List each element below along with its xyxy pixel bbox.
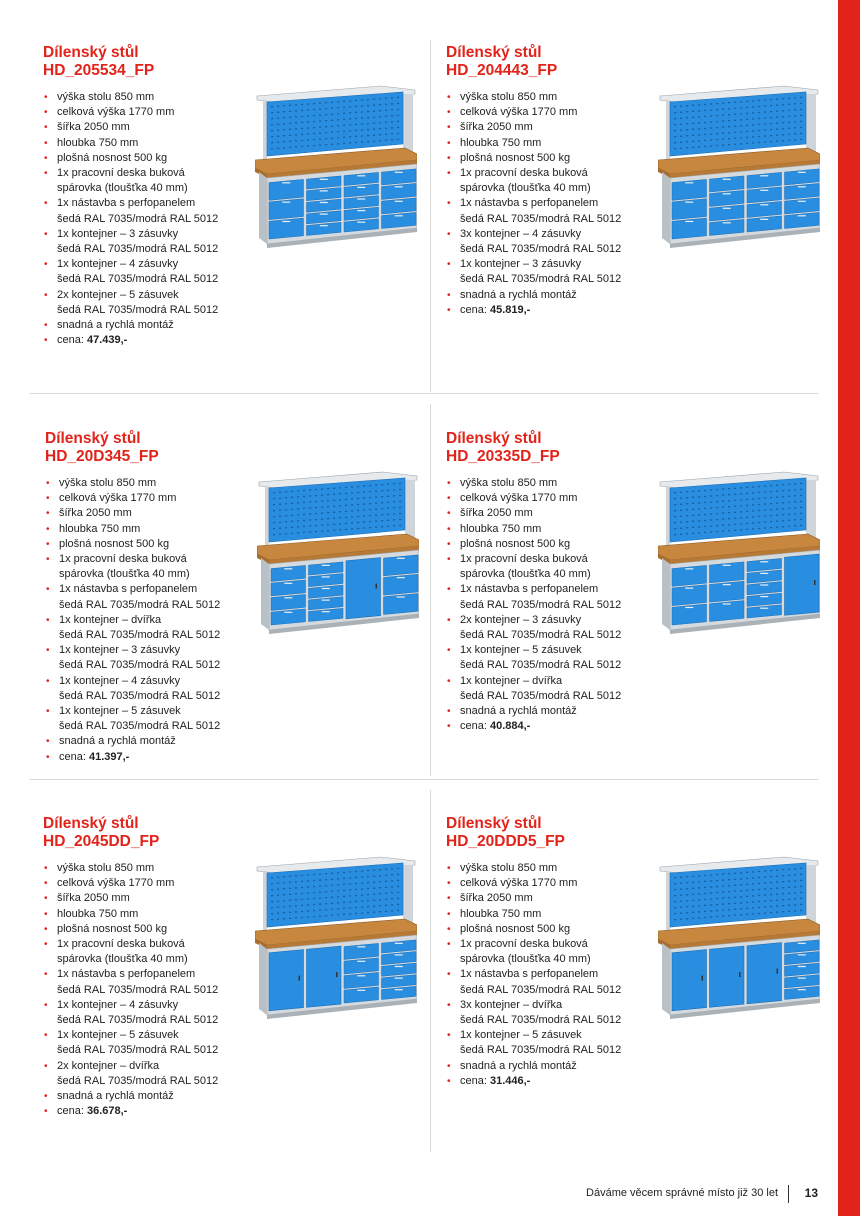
spec-item: • 1x kontejner – dvířka šedá RAL 7035/modrá RAL 5012	[446, 674, 621, 704]
price-value: 36.678,-	[86, 1105, 128, 1118]
spec-item: • hloubka 750 mm	[446, 136, 621, 151]
cabinet-door	[710, 946, 745, 1007]
drawer-unit	[785, 940, 820, 1000]
footer-slogan: Dáváme věcem správné místo již 30 let	[586, 1187, 778, 1199]
workbench-illustration	[658, 82, 820, 252]
upright	[263, 871, 267, 933]
perforated-panel	[670, 92, 806, 156]
drawer-unit	[384, 555, 419, 615]
product-code: HD_205534_FP	[43, 62, 155, 79]
product-title-line1: Dílenský stůl	[45, 430, 141, 447]
product-card	[45, 430, 440, 790]
spec-item: • 1x kontejner – 5 zásuvek šedá RAL 7035/modrá RAL 5012	[43, 1028, 218, 1058]
spec-list	[43, 861, 218, 1119]
spec-item: • celková výška 1770 mm	[446, 876, 621, 891]
product-card	[446, 44, 841, 404]
upright	[666, 100, 670, 162]
spec-item: • výška stolu 850 mm	[43, 861, 218, 876]
cabinet-side	[261, 558, 269, 630]
spec-item: • 3x kontejner – dvířka šedá RAL 7035/modrá RAL 5012	[446, 998, 621, 1028]
product-title	[45, 430, 159, 466]
spec-item: • celková výška 1770 mm	[43, 105, 218, 120]
product-title	[446, 44, 557, 80]
spec-list	[446, 861, 621, 1089]
spec-item: • plošná nosnost 500 kg	[446, 537, 621, 552]
upright	[666, 486, 670, 548]
cabinet-side	[662, 172, 670, 244]
spec-item: • 1x kontejner – 3 zásuvky šedá RAL 7035/modrá RAL 5012	[446, 257, 621, 287]
spec-item: • 1x kontejner – 3 zásuvky šedá RAL 7035/modrá RAL 5012	[45, 643, 220, 673]
spec-item: • snadná a rychlá montáž	[446, 1059, 621, 1074]
spec-item: • 1x nástavba s perfopanelem šedá RAL 7035/modrá RAL 5012	[43, 967, 218, 997]
page-footer	[560, 1185, 824, 1205]
cabinet-door	[269, 950, 304, 1011]
spec-item: • 1x nástavba s perfopanelem šedá RAL 7035/modrá RAL 5012	[446, 196, 621, 226]
spec-item: • 1x kontejner – dvířka šedá RAL 7035/modrá RAL 5012	[45, 613, 220, 643]
upright	[265, 486, 269, 548]
price-value: 31.446,-	[489, 1074, 531, 1087]
product-title	[43, 44, 154, 80]
spec-item: • celková výška 1770 mm	[45, 491, 220, 506]
product-card	[43, 815, 438, 1175]
spec-item: • výška stolu 850 mm	[446, 476, 621, 491]
perforated-panel	[670, 478, 806, 542]
price-label: cena:	[460, 720, 490, 733]
spec-item: • snadná a rychlá montáž	[43, 318, 218, 333]
spec-item: • 1x pracovní deska buková spárovka (tloušťka 40 mm)	[446, 166, 621, 196]
page-edge-accent-bar	[838, 0, 860, 1216]
spec-item: • 1x kontejner – 3 zásuvky šedá RAL 7035/modrá RAL 5012	[43, 227, 218, 257]
price-row	[446, 1074, 621, 1089]
product-title-line1: Dílenský stůl	[43, 815, 139, 832]
spec-list	[446, 90, 621, 318]
price-value: 41.397,-	[88, 750, 130, 763]
product-title	[43, 815, 159, 851]
cabinet-side	[259, 943, 267, 1015]
drawer-unit	[710, 562, 745, 622]
drawer-unit	[747, 558, 782, 618]
product-title-line1: Dílenský stůl	[446, 815, 542, 832]
spec-item: • šířka 2050 mm	[43, 120, 218, 135]
upright	[263, 100, 267, 162]
cabinet-door	[307, 946, 342, 1007]
perforated-panel	[267, 92, 403, 156]
product-code: HD_20D345_FP	[45, 448, 159, 465]
spec-item: • 2x kontejner – 5 zásuvek šedá RAL 7035/modrá RAL 5012	[43, 288, 218, 318]
spec-item: • šířka 2050 mm	[43, 891, 218, 906]
spec-item: • šířka 2050 mm	[45, 506, 220, 521]
product-title	[446, 430, 560, 466]
price-row	[446, 303, 621, 318]
product-code: HD_20335D_FP	[446, 448, 560, 465]
spec-item: • 2x kontejner – 3 zásuvky šedá RAL 7035/modrá RAL 5012	[446, 613, 621, 643]
spec-item: • hloubka 750 mm	[43, 136, 218, 151]
drawer-unit	[307, 176, 342, 236]
workbench-illustration	[255, 82, 417, 252]
workbench-illustration	[658, 468, 820, 638]
drawer-unit	[269, 179, 304, 239]
spec-item: • výška stolu 850 mm	[43, 90, 218, 105]
drawer-unit	[344, 172, 379, 232]
spec-item: • šířka 2050 mm	[446, 120, 621, 135]
price-row	[43, 1104, 218, 1119]
price-row	[446, 719, 621, 734]
spec-item: • 1x nástavba s perfopanelem šedá RAL 7035/modrá RAL 5012	[446, 967, 621, 997]
spec-item: • 1x pracovní deska buková spárovka (tloušťka 40 mm)	[43, 937, 218, 967]
page-number: 13	[804, 1186, 818, 1200]
spec-item: • celková výška 1770 mm	[446, 491, 621, 506]
drawer-unit	[672, 179, 707, 239]
perforated-panel	[269, 478, 405, 542]
spec-item: • snadná a rychlá montáž	[446, 704, 621, 719]
price-label: cena:	[59, 750, 89, 763]
spec-list	[45, 476, 220, 765]
spec-item: • snadná a rychlá montáž	[45, 734, 220, 749]
product-title-line1: Dílenský stůl	[446, 44, 542, 61]
spec-item: • 1x kontejner – 5 zásuvek šedá RAL 7035/modrá RAL 5012	[446, 1028, 621, 1058]
product-title	[446, 815, 565, 851]
workbench-illustration	[255, 853, 417, 1023]
product-code: HD_2045DD_FP	[43, 833, 160, 850]
spec-item: • 1x nástavba s perfopanelem šedá RAL 7035/modrá RAL 5012	[446, 582, 621, 612]
spec-item: • hloubka 750 mm	[45, 522, 220, 537]
spec-item: • hloubka 750 mm	[446, 907, 621, 922]
spec-item: • 1x pracovní deska buková spárovka (tloušťka 40 mm)	[45, 552, 220, 582]
spec-item: • 3x kontejner – 4 zásuvky šedá RAL 7035/modrá RAL 5012	[446, 227, 621, 257]
cabinet-side	[662, 943, 670, 1015]
spec-item: • 1x nástavba s perfopanelem šedá RAL 7035/modrá RAL 5012	[45, 582, 220, 612]
price-label: cena:	[57, 1105, 87, 1118]
price-value: 45.819,-	[489, 303, 531, 316]
spec-item: • výška stolu 850 mm	[45, 476, 220, 491]
footer-separator	[788, 1185, 789, 1203]
spec-item: • 1x kontejner – 4 zásuvky šedá RAL 7035/modrá RAL 5012	[45, 674, 220, 704]
product-code: HD_20DDD5_FP	[446, 833, 565, 850]
upright	[666, 871, 670, 933]
spec-item: • plošná nosnost 500 kg	[446, 151, 621, 166]
perforated-panel	[267, 863, 403, 927]
spec-item: • 1x kontejner – 5 zásuvek šedá RAL 7035/modrá RAL 5012	[45, 704, 220, 734]
spec-list	[43, 90, 218, 348]
price-value: 47.439,-	[86, 334, 128, 347]
spec-item: • 1x kontejner – 5 zásuvek šedá RAL 7035/modrá RAL 5012	[446, 643, 621, 673]
price-label: cena:	[460, 303, 490, 316]
spec-list	[446, 476, 621, 734]
price-value: 40.884,-	[489, 720, 531, 733]
spec-item: • plošná nosnost 500 kg	[43, 151, 218, 166]
workbench-illustration	[658, 853, 820, 1023]
spec-item: • 1x pracovní deska buková spárovka (tloušťka 40 mm)	[446, 552, 621, 582]
cabinet-door	[747, 943, 782, 1004]
cabinet-side	[259, 172, 267, 244]
cabinet-side	[662, 558, 670, 630]
spec-item: • plošná nosnost 500 kg	[446, 922, 621, 937]
product-title-line1: Dílenský stůl	[43, 44, 139, 61]
perforated-panel	[670, 863, 806, 927]
spec-item: • snadná a rychlá montáž	[446, 288, 621, 303]
product-card	[43, 44, 438, 404]
price-row	[45, 750, 220, 765]
spec-item: • výška stolu 850 mm	[446, 90, 621, 105]
spec-item: • celková výška 1770 mm	[43, 876, 218, 891]
price-label: cena:	[460, 1074, 490, 1087]
spec-item: • snadná a rychlá montáž	[43, 1089, 218, 1104]
drawer-unit	[672, 565, 707, 625]
price-label: cena:	[57, 334, 87, 347]
spec-item: • plošná nosnost 500 kg	[43, 922, 218, 937]
spec-item: • 1x kontejner – 4 zásuvky šedá RAL 7035/modrá RAL 5012	[43, 257, 218, 287]
product-card	[446, 815, 841, 1175]
spec-item: • 1x pracovní deska buková spárovka (tloušťka 40 mm)	[446, 937, 621, 967]
cabinet-door	[346, 558, 381, 619]
spec-item: • šířka 2050 mm	[446, 891, 621, 906]
drawer-unit	[309, 562, 344, 622]
spec-item: • plošná nosnost 500 kg	[45, 537, 220, 552]
spec-item: • 1x nástavba s perfopanelem šedá RAL 7035/modrá RAL 5012	[43, 196, 218, 226]
cabinet-door	[785, 554, 820, 615]
spec-item: • výška stolu 850 mm	[446, 861, 621, 876]
spec-item: • 1x kontejner – 4 zásuvky šedá RAL 7035/modrá RAL 5012	[43, 998, 218, 1028]
spec-item: • hloubka 750 mm	[43, 907, 218, 922]
spec-item: • 2x kontejner – dvířka šedá RAL 7035/modrá RAL 5012	[43, 1059, 218, 1089]
spec-item: • hloubka 750 mm	[446, 522, 621, 537]
product-title-line1: Dílenský stůl	[446, 430, 542, 447]
price-row	[43, 333, 218, 348]
product-code: HD_204443_FP	[446, 62, 558, 79]
spec-item: • 1x pracovní deska buková spárovka (tloušťka 40 mm)	[43, 166, 218, 196]
workbench-illustration	[257, 468, 419, 638]
spec-item: • šířka 2050 mm	[446, 506, 621, 521]
drawer-unit	[382, 940, 417, 1000]
cabinet-door	[672, 950, 707, 1011]
spec-item: • celková výška 1770 mm	[446, 105, 621, 120]
product-card	[446, 430, 841, 790]
